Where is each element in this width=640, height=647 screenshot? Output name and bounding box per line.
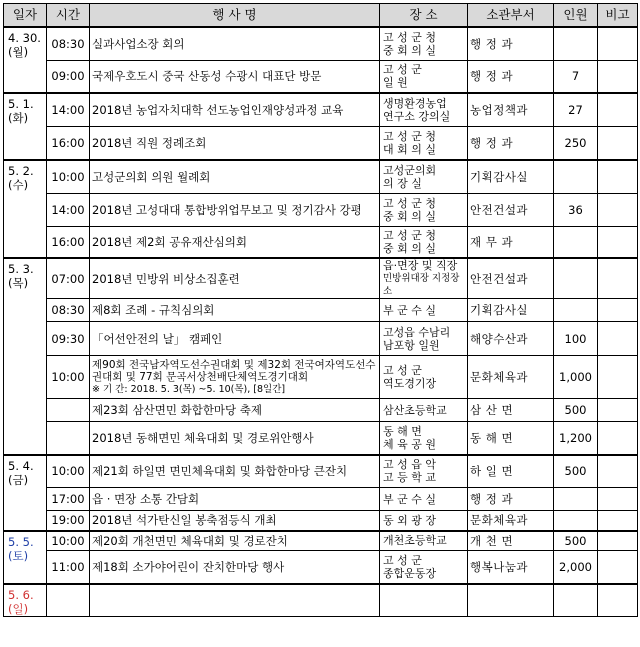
header-dept: 소관부서 <box>468 4 554 28</box>
schedule-row <box>4 322 638 356</box>
dept-cell: 안전건설과 <box>468 258 554 299</box>
place-cell <box>380 584 468 617</box>
time-cell: 08:30 <box>47 27 90 60</box>
schedule-row <box>4 399 638 422</box>
event-cell <box>90 584 380 617</box>
count-cell: 1,200 <box>554 422 598 455</box>
place-line-1: 동 해 면 <box>383 424 422 438</box>
count-cell: 250 <box>554 126 598 160</box>
event-cell <box>90 488 380 511</box>
event-name: 고성군의회 의원 월례회 <box>92 169 211 184</box>
dept-cell: 기획감사실 <box>468 299 554 322</box>
event-cell <box>90 126 380 160</box>
place-line-2: 남포항 일원 <box>383 338 440 352</box>
place-line-1: 동 외 광 장 <box>383 513 436 527</box>
place-line-2: 의 장 실 <box>383 176 422 190</box>
place-line-2: 일 원 <box>383 76 408 90</box>
place-cell <box>380 126 468 160</box>
event-name: 국제우호도시 중국 산동성 수광시 대표단 방문 <box>92 69 322 84</box>
count-cell <box>554 27 598 60</box>
place-cell <box>380 399 468 422</box>
note-cell <box>598 511 638 531</box>
event-name: 제90회 전국남자역도선수권대회 및 제32회 전국여자역도선수권대회 및 77회 문곡서상천배단체역도경기대회 <box>92 359 376 383</box>
event-cell <box>90 299 380 322</box>
schedule-row <box>4 551 638 584</box>
date-month-day: 5. 4. <box>8 458 34 473</box>
date-weekday: (일) <box>8 601 29 616</box>
event-period-note: ※ 기 간: 2018. 5. 3(목) ~5. 10(목), [8일간] <box>92 384 286 395</box>
dept-cell: 농업정책과 <box>468 93 554 126</box>
event-name: 「어선안전의 날」 캠페인 <box>92 331 223 346</box>
date-month-day: 4. 30. <box>8 31 41 45</box>
place-line-1: 생명환경농업 <box>383 96 447 110</box>
count-cell: 100 <box>554 322 598 356</box>
header-note: 비고 <box>598 4 638 28</box>
count-cell: 500 <box>554 455 598 488</box>
date-cell <box>4 93 47 160</box>
event-cell <box>90 258 380 299</box>
count-cell <box>554 160 598 193</box>
place-cell <box>380 60 468 93</box>
time-cell: 08:30 <box>47 299 90 322</box>
date-cell <box>4 584 47 617</box>
dept-cell: 기획감사실 <box>468 160 554 193</box>
place-cell <box>380 299 468 322</box>
time-cell <box>47 399 90 422</box>
schedule-row <box>4 193 638 226</box>
date-weekday: (화) <box>8 111 29 125</box>
event-name: 실과사업소장 회의 <box>92 36 185 51</box>
date-month-day: 5. 2. <box>8 164 34 178</box>
note-cell <box>598 126 638 160</box>
place-cell <box>380 226 468 258</box>
note-cell <box>598 299 638 322</box>
header-time: 시간 <box>47 4 90 28</box>
event-cell <box>90 356 380 399</box>
date-month-day: 5. 6. <box>8 587 34 602</box>
place-cell <box>380 193 468 226</box>
date-cell <box>4 27 47 93</box>
event-name: 2018년 고성대대 통합방위업무보고 및 정기감사 강평 <box>92 202 362 217</box>
time-cell: 10:00 <box>47 531 90 551</box>
note-cell <box>598 93 638 126</box>
place-cell <box>380 356 468 399</box>
date-month-day: 5. 5. <box>8 534 34 549</box>
note-cell <box>598 226 638 258</box>
place-line-1: 고성군의회 <box>383 163 437 177</box>
dept-cell: 행 정 과 <box>468 488 554 511</box>
place-cell <box>380 455 468 488</box>
place-cell <box>380 531 468 551</box>
note-cell <box>598 193 638 226</box>
count-cell <box>554 258 598 299</box>
date-cell <box>4 258 47 455</box>
place-line-1: 삼산초등학교 <box>383 403 447 417</box>
time-cell: 10:00 <box>47 455 90 488</box>
schedule-row <box>4 356 638 399</box>
event-name: 제21회 하일면 면민체육대회 및 화합한마당 큰잔치 <box>92 464 348 479</box>
place-line-1: 고 성 군 <box>383 553 422 567</box>
event-cell <box>90 93 380 126</box>
schedule-row <box>4 60 638 93</box>
time-cell: 16:00 <box>47 226 90 258</box>
event-cell <box>90 27 380 60</box>
schedule-row <box>4 27 638 60</box>
place-line-2: 연구소 강의실 <box>383 109 451 123</box>
event-cell <box>90 455 380 488</box>
note-cell <box>598 399 638 422</box>
event-cell <box>90 160 380 193</box>
note-cell <box>598 455 638 488</box>
date-weekday: (금) <box>8 472 29 487</box>
event-cell <box>90 226 380 258</box>
count-cell <box>554 226 598 258</box>
place-line-2: 고 등 학 교 <box>383 471 436 485</box>
dept-cell: 행 정 과 <box>468 60 554 93</box>
time-cell: 10:00 <box>47 160 90 193</box>
schedule-row <box>4 93 638 126</box>
time-cell <box>47 422 90 455</box>
date-month-day: 5. 3. <box>8 262 34 276</box>
place-cell <box>380 488 468 511</box>
place-line-1: 부 군 수 실 <box>383 492 436 506</box>
date-weekday: (수) <box>8 178 29 192</box>
schedule-body <box>4 27 638 617</box>
time-cell: 09:30 <box>47 322 90 356</box>
dept-cell: 행 정 과 <box>468 27 554 60</box>
event-cell <box>90 531 380 551</box>
schedule-row <box>4 422 638 455</box>
count-cell: 2,000 <box>554 551 598 584</box>
note-cell <box>598 551 638 584</box>
time-cell: 07:00 <box>47 258 90 299</box>
place-line-2: 역도경기장 <box>383 377 437 390</box>
dept-cell: 하 일 면 <box>468 455 554 488</box>
event-name: 2018년 제2회 공유재산심의회 <box>92 234 247 249</box>
note-cell <box>598 356 638 399</box>
place-cell <box>380 258 468 299</box>
date-weekday: (월) <box>8 45 29 59</box>
place-line-1: 고 성 읍 악 <box>383 458 436 472</box>
place-line-2: 중 회 의 실 <box>383 241 436 255</box>
event-name: 제18회 소가야어린이 잔치한마당 행사 <box>92 559 285 574</box>
dept-cell: 재 무 과 <box>468 226 554 258</box>
dept-cell <box>468 584 554 617</box>
schedule-row <box>4 455 638 488</box>
place-cell <box>380 422 468 455</box>
note-cell <box>598 531 638 551</box>
dept-cell: 안전건설과 <box>468 193 554 226</box>
place-line-2: 체 육 공 원 <box>383 437 436 451</box>
place-cell <box>380 93 468 126</box>
date-month-day: 5. 1. <box>8 97 34 111</box>
place-line-1: 고 성 군 청 <box>383 228 436 242</box>
place-line-1: 읍·면장 및 직장 <box>383 259 458 272</box>
place-line-1: 고 성 군 <box>383 364 422 377</box>
header-row <box>4 4 638 28</box>
header-date: 일자 <box>4 4 47 28</box>
date-weekday: (목) <box>8 276 29 290</box>
event-cell <box>90 60 380 93</box>
count-cell: 500 <box>554 531 598 551</box>
time-cell: 19:00 <box>47 511 90 531</box>
event-cell <box>90 551 380 584</box>
schedule-row <box>4 299 638 322</box>
count-cell <box>554 488 598 511</box>
place-line-1: 고성읍 수남리 <box>383 325 451 339</box>
event-name: 2018년 직원 정례조회 <box>92 135 207 150</box>
dept-cell: 개 천 면 <box>468 531 554 551</box>
place-line-1: 고 성 군 청 <box>383 129 436 143</box>
place-line-2: 중 회 의 실 <box>383 209 436 223</box>
note-cell <box>598 488 638 511</box>
event-name: 2018년 민방위 비상소집훈련 <box>92 271 240 286</box>
schedule-row <box>4 488 638 511</box>
dept-cell: 행복나눔과 <box>468 551 554 584</box>
schedule-row <box>4 126 638 160</box>
event-cell <box>90 322 380 356</box>
time-cell: 11:00 <box>47 551 90 584</box>
note-cell <box>598 258 638 299</box>
time-cell: 17:00 <box>47 488 90 511</box>
time-cell: 09:00 <box>47 60 90 93</box>
note-cell <box>598 160 638 193</box>
place-line-1: 부 군 수 실 <box>383 303 436 317</box>
count-cell: 27 <box>554 93 598 126</box>
place-cell <box>380 511 468 531</box>
place-line-2: 민방위대장 지정장소 <box>383 273 460 297</box>
schedule-table <box>3 3 638 617</box>
time-cell: 10:00 <box>47 356 90 399</box>
event-name: 제23회 삼산면민 화합한마당 축제 <box>92 403 263 417</box>
place-line-1: 고 성 군 청 <box>383 196 436 210</box>
place-line-2: 중 회 의 실 <box>383 43 436 57</box>
place-line-1: 고 성 군 청 <box>383 30 436 44</box>
place-line-1: 개천초등학교 <box>383 534 447 548</box>
note-cell <box>598 60 638 93</box>
note-cell <box>598 422 638 455</box>
dept-cell: 해양수산과 <box>468 322 554 356</box>
note-cell <box>598 584 638 617</box>
time-cell: 14:00 <box>47 93 90 126</box>
event-cell <box>90 193 380 226</box>
event-name: 2018년 동해면민 체육대회 및 경로위안행사 <box>92 430 314 445</box>
count-cell: 500 <box>554 399 598 422</box>
note-cell <box>598 322 638 356</box>
event-name: 2018년 농업자치대학 선도농업인재양성과정 교육 <box>92 102 344 117</box>
dept-cell: 행 정 과 <box>468 126 554 160</box>
place-line-2: 대 회 의 실 <box>383 142 436 156</box>
event-cell <box>90 511 380 531</box>
event-name: 읍 · 면장 소통 간담회 <box>92 492 200 506</box>
place-cell <box>380 551 468 584</box>
event-name: 제20회 개천면민 체육대회 및 경로잔치 <box>92 533 288 548</box>
schedule-row <box>4 258 638 299</box>
date-weekday: (토) <box>8 548 29 563</box>
place-line-2: 종합운동장 <box>383 566 437 580</box>
count-cell <box>554 299 598 322</box>
place-cell <box>380 27 468 60</box>
header-event: 행 사 명 <box>90 4 380 28</box>
time-cell <box>47 584 90 617</box>
count-cell: 36 <box>554 193 598 226</box>
schedule-row <box>4 226 638 258</box>
count-cell: 1,000 <box>554 356 598 399</box>
place-cell <box>380 160 468 193</box>
count-cell <box>554 584 598 617</box>
dept-cell: 삼 산 면 <box>468 399 554 422</box>
dept-cell: 문화체육과 <box>468 356 554 399</box>
place-line-1: 고 성 군 <box>383 63 422 77</box>
header-place: 장 소 <box>380 4 468 28</box>
event-cell <box>90 422 380 455</box>
count-cell <box>554 511 598 531</box>
schedule-row <box>4 584 638 617</box>
schedule-row <box>4 160 638 193</box>
event-name: 2018년 석가탄신일 봉축점등식 개최 <box>92 513 277 528</box>
date-cell <box>4 531 47 584</box>
event-name: 제8회 조례 - 규칙심의회 <box>92 303 215 317</box>
header-count: 인원 <box>554 4 598 28</box>
event-cell <box>90 399 380 422</box>
dept-cell: 문화체육과 <box>468 511 554 531</box>
dept-cell: 동 해 면 <box>468 422 554 455</box>
time-cell: 16:00 <box>47 126 90 160</box>
place-cell <box>380 322 468 356</box>
count-cell: 7 <box>554 60 598 93</box>
date-cell <box>4 160 47 258</box>
date-cell <box>4 455 47 531</box>
schedule-row <box>4 531 638 551</box>
schedule-row <box>4 511 638 531</box>
note-cell <box>598 27 638 60</box>
time-cell: 14:00 <box>47 193 90 226</box>
